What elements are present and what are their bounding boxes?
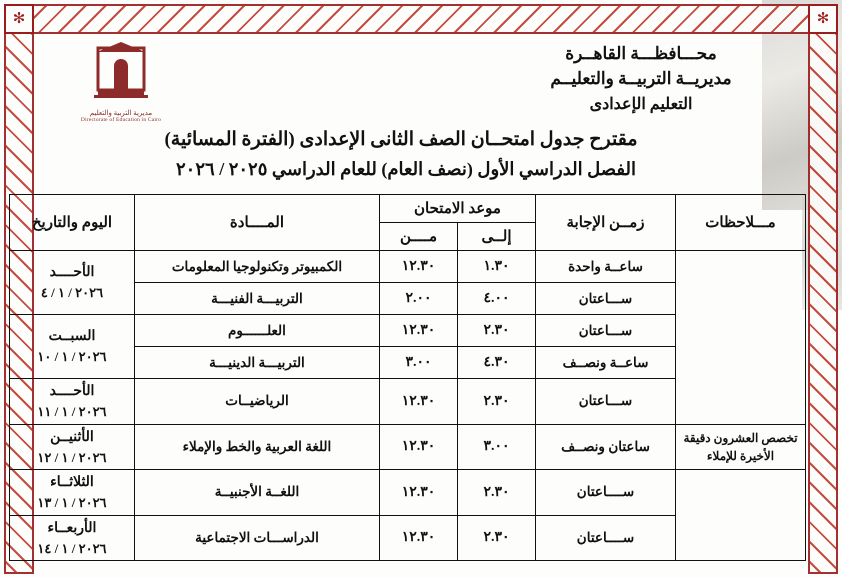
day-name: السبــت xyxy=(48,329,96,345)
cell-duration: ســـاعتان xyxy=(536,283,676,315)
cell-to: ١.٣٠ xyxy=(458,251,536,283)
column-header-from: مــــن xyxy=(379,223,457,251)
cell-day-and-date xyxy=(9,470,134,516)
day-date: ٢٠٢٦ / ١ / ١٢ xyxy=(37,449,107,465)
cell-duration: ساعتان ونصــف xyxy=(536,424,676,470)
table-row xyxy=(9,470,805,516)
cell-day-and-date xyxy=(9,315,134,379)
day-date: ٢٠٢٦ / ١ / ١٠ xyxy=(37,349,107,365)
document-header xyxy=(36,34,806,126)
column-header-day-and-date: اليوم والتاريخ xyxy=(9,195,134,251)
decorative-border-top xyxy=(14,4,828,34)
cell-day-and-date xyxy=(9,379,134,425)
cell-subject: الكمبيوتر وتكنولوجيا المعلومات xyxy=(134,251,379,283)
exam-schedule-table xyxy=(9,194,806,561)
day-date: ٢٠٢٦ / ١ / ١٣ xyxy=(37,495,107,510)
cell-subject: اللغــة الأجنبيــة xyxy=(134,470,379,516)
cell-subject: اللغة العربية والخط والإملاء xyxy=(134,424,379,470)
day-name: الأربعــاء xyxy=(47,520,97,536)
governorate-line: محـــافظـــة القاهــرة xyxy=(565,44,717,63)
document-subtitle: الفصل الدراسي الأول (نصف العام) للعام الدراسي ٢٠٢٥ / ٢٠٢٦ xyxy=(176,159,636,179)
cell-notes xyxy=(676,251,806,425)
cell-to: ٣.٠٠ xyxy=(458,424,536,470)
education-stage-line: التعليم الإعدادى xyxy=(589,96,693,114)
day-name: الأحــــد xyxy=(49,265,95,281)
government-heading xyxy=(456,34,806,116)
cell-day-and-date xyxy=(9,251,134,315)
cell-subject: التربيـــة الفنيـــة xyxy=(134,283,379,315)
cell-to: ٤.٣٠ xyxy=(458,347,536,379)
document-title: مقترح جدول امتحــان الصف الثانى الإعدادى (الفترة المسائية) xyxy=(164,129,638,150)
day-date: ٢٠٢٦ / ١ / ١١ xyxy=(37,404,107,419)
corner-ornament-top-right: ✻ xyxy=(808,4,838,34)
table-header xyxy=(9,195,805,251)
cell-day-and-date xyxy=(9,424,134,470)
day-date: ٢٠٢٦ / ١ / ١٤ xyxy=(37,540,107,556)
table-row xyxy=(9,424,805,470)
column-header-subject: المــــادة xyxy=(134,195,379,251)
cell-from: ١٢.٣٠ xyxy=(379,251,457,283)
day-name: الأثنيــن xyxy=(50,429,94,445)
cell-subject: التربيـــة الدينيـــة xyxy=(134,347,379,379)
cell-to: ٢.٣٠ xyxy=(458,470,536,516)
cell-day-and-date xyxy=(9,515,134,561)
logo-caption-arabic: مديرية التربية والتعليم xyxy=(89,109,153,117)
cell-to: ٢.٣٠ xyxy=(458,379,536,425)
day-name: الثلاثــاء xyxy=(50,475,94,490)
column-header-answer-time: زمــن الإجابة xyxy=(536,195,676,251)
cell-notes: تخصص العشرون دقيقة الأخيرة للإملاء xyxy=(676,424,806,470)
cell-duration: ســـاعتان xyxy=(536,379,676,425)
cell-from: ١٢.٣٠ xyxy=(379,424,457,470)
logo-gate-icon xyxy=(82,38,160,108)
cell-from: ١٢.٣٠ xyxy=(379,515,457,561)
document-content xyxy=(31,34,806,570)
table-body xyxy=(9,251,805,561)
cell-duration: ســـاعتان xyxy=(536,315,676,347)
cell-to: ٢.٣٠ xyxy=(458,515,536,561)
decorative-border-right xyxy=(808,4,838,574)
cell-subject: العلــــــوم xyxy=(134,315,379,347)
cell-notes xyxy=(676,470,806,561)
cell-from: ١٢.٣٠ xyxy=(379,470,457,516)
day-date: ٢٠٢٦ / ١ / ٤ xyxy=(40,285,104,301)
cell-duration: ساعــة ونصــف xyxy=(536,347,676,379)
cell-duration: ســــاعتان xyxy=(536,470,676,516)
table-header-row-1 xyxy=(9,195,805,223)
cell-from: ٣.٠٠ xyxy=(379,347,457,379)
column-header-to: إلــى xyxy=(458,223,536,251)
cairo-education-logo xyxy=(36,34,206,123)
cell-to: ٤.٠٠ xyxy=(458,283,536,315)
day-name: الأحــــد xyxy=(49,384,95,399)
cell-duration: ســــاعتان xyxy=(536,515,676,561)
table-row xyxy=(9,251,805,283)
cell-from: ١٢.٣٠ xyxy=(379,379,457,425)
cell-from: ١٢.٣٠ xyxy=(379,315,457,347)
cell-duration: ساعــة واحدة xyxy=(536,251,676,283)
cell-from: ٢.٠٠ xyxy=(379,283,457,315)
column-header-notes: مـــلاحظات xyxy=(676,195,806,251)
column-header-exam-time: موعد الامتحان xyxy=(379,195,535,223)
directorate-line: مديريــة التربيــة والتعليــم xyxy=(550,68,732,88)
cell-to: ٢.٣٠ xyxy=(458,315,536,347)
corner-ornament-top-left: ✻ xyxy=(4,4,34,34)
cell-subject: الرياضيــات xyxy=(134,379,379,425)
cell-subject: الدراســـات الاجتماعية xyxy=(134,515,379,561)
logo-caption-english: Directorate of Education in Cairo xyxy=(80,117,162,123)
